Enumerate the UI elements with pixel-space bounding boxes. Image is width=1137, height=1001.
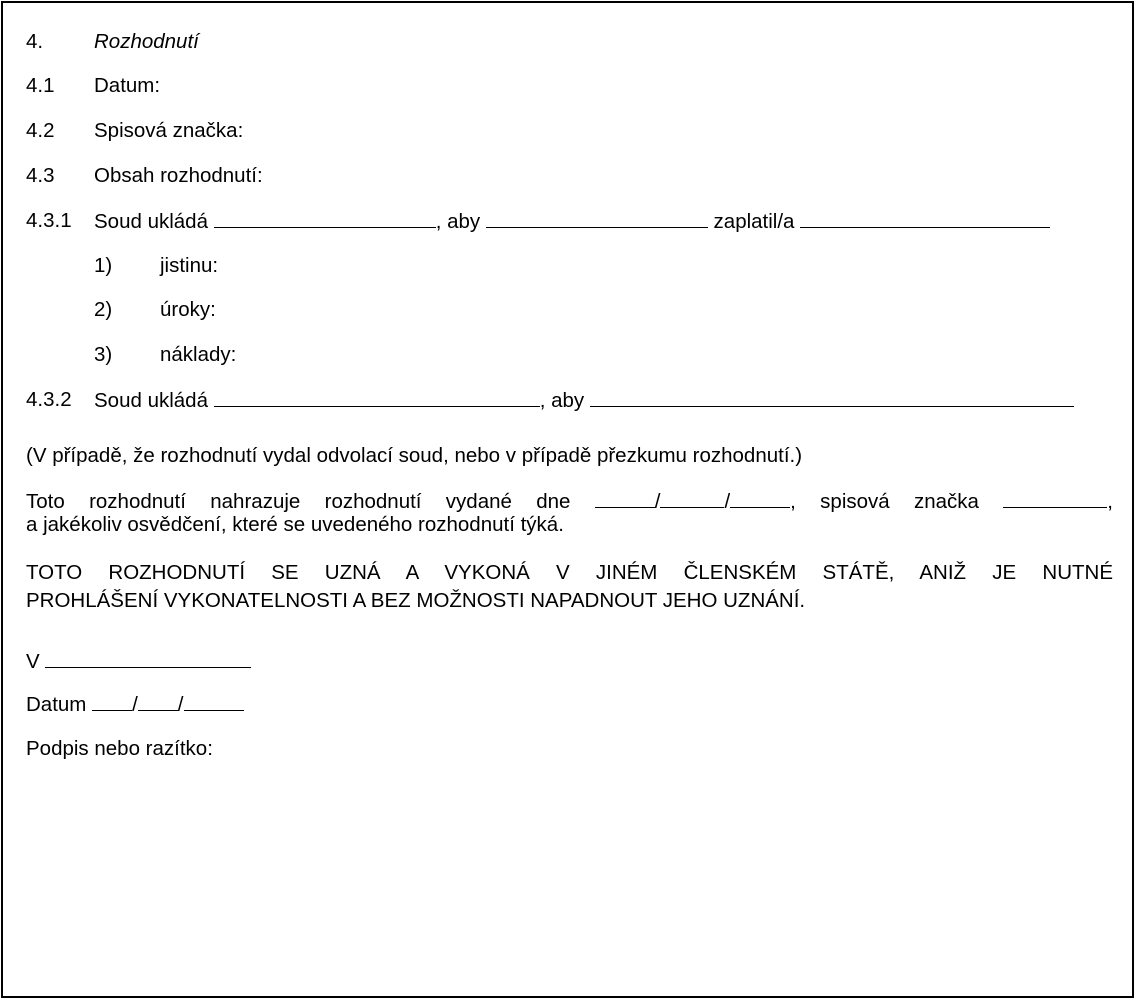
item-label: Datum: [94,74,161,97]
case-number-field[interactable] [1003,489,1107,508]
item-number: 4.1 [26,74,55,97]
sub-item-label: úroky: [160,298,216,321]
item-number: 4.3.1 [26,209,72,232]
place-line [26,649,251,674]
text-soud-uklada: Soud ukládá [94,389,208,412]
replace-line-1 [26,489,1113,514]
section-title: Rozhodnutí [94,30,199,53]
caps-line-1: TOTO ROZHODNUTÍ SE UZNÁ A VYKONÁ V JINÉM ČLENSKÉM STÁTĚ, ANIŽ JE NUTNÉ [26,561,1113,584]
sub-item-label: náklady: [160,343,237,366]
item-label: Obsah rozhodnutí: [94,164,263,187]
item-number: 4.2 [26,119,55,142]
appeal-note: (V případě, že rozhodnutí vydal odvolací soud, nebo v případě přezkumu rozhodnutí.) [26,444,803,467]
sub-item-number: 3) [94,343,113,366]
date-label: Datum [26,693,87,716]
text-aby: , aby [435,210,481,233]
blank-field[interactable] [214,209,436,228]
sub-item-number: 1) [94,254,113,277]
replace-spisova-label: , spisová značka [790,490,979,513]
text-soud-uklada: Soud ukládá [94,210,208,233]
item-label: Spisová značka: [94,119,244,142]
place-label: V [26,650,40,673]
sub-item-number: 2) [94,298,113,321]
date-separator: / [177,693,184,716]
section-number: 4. [26,30,44,53]
item-4-3-2-text [94,388,1074,413]
date-separator: / [132,693,138,716]
item-number: 4.3 [26,164,55,187]
sub-item-label: jistinu: [160,254,219,277]
blank-field[interactable] [800,209,1050,228]
place-field[interactable] [45,649,251,668]
date-month-field[interactable] [660,489,724,508]
signature-label: Podpis nebo razítko: [26,737,213,760]
date-line [26,692,244,717]
item-4-3-1-text [94,209,1050,234]
caps-line-2: PROHLÁŠENÍ VYKONATELNOSTI A BEZ MOŽNOSTI NAPADNOUT JEHO UZNÁNÍ. [26,589,806,612]
blank-field[interactable] [486,209,708,228]
date-year-field[interactable] [730,489,790,508]
replace-line-2: a jakékoliv osvědčení, které se uvedeného rozhodnutí týká. [26,513,564,536]
item-number: 4.3.2 [26,388,72,411]
text-zaplatil: zaplatil/a [713,210,795,233]
date-year-field[interactable] [184,692,244,711]
date-separator: / [724,490,731,513]
date-day-field[interactable] [92,692,132,711]
date-day-field[interactable] [595,489,655,508]
blank-field[interactable] [590,388,1074,407]
replace-comma: , [1107,490,1113,513]
date-separator: / [654,490,661,513]
form-frame [1,1,1134,998]
blank-field[interactable] [214,388,540,407]
text-aby: , aby [539,389,585,412]
date-month-field[interactable] [138,692,178,711]
replace-text: Toto rozhodnutí nahrazuje rozhodnutí vydané dne [26,490,571,513]
